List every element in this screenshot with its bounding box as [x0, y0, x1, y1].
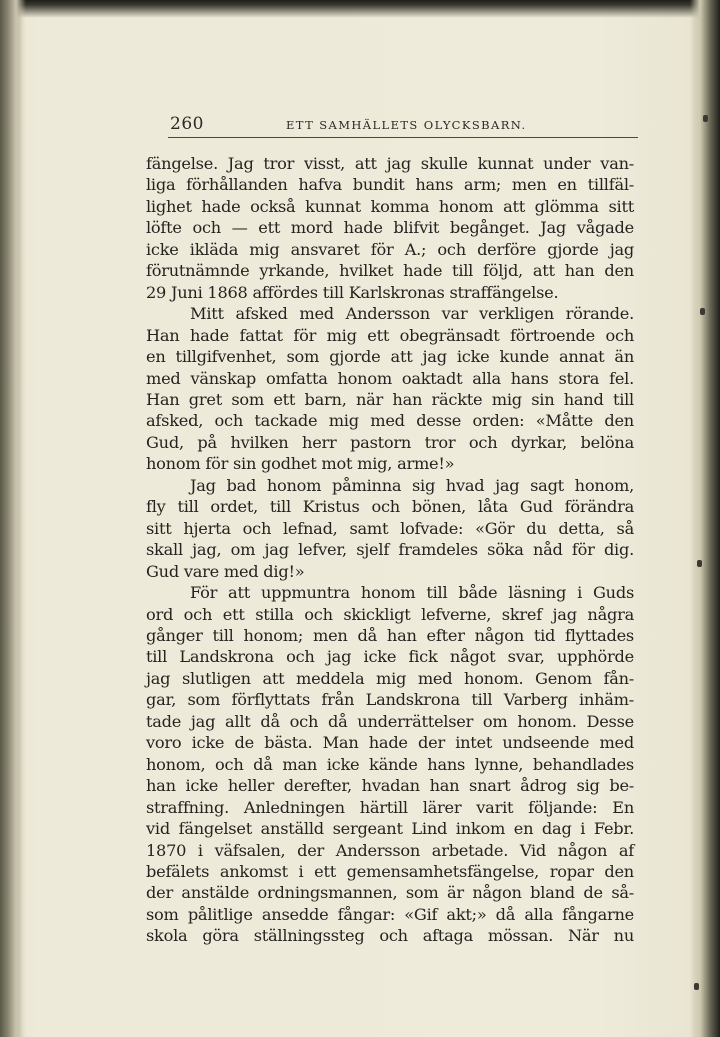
text-line: icke ikläda mig ansvaret för A.; och derföre gjorde jag — [146, 239, 634, 259]
text-line: liga förhållanden hafva bundit hans arm; men en tillfäl- — [146, 175, 634, 195]
page-right-edge — [690, 0, 720, 1037]
text-line: honom, och då man icke kände hans lynne, behandlades — [146, 754, 634, 774]
margin-speck — [700, 308, 705, 315]
book-spine-edge — [0, 0, 26, 1037]
text-line: fly till ordet, till Kristus och bönen, låta Gud förändra — [146, 497, 634, 517]
text-line: med vänskap omfatta honom oaktadt alla hans stora fel. — [146, 368, 634, 388]
text-line: han icke heller derefter, hvadan han snart ådrog sig be- — [146, 776, 634, 796]
text-line: skall jag, om jag lefver, sjelf framdeles söka nåd för dig. — [146, 540, 634, 560]
text-line: honom för sin godhet mot mig, arme!» — [146, 454, 455, 474]
text-line: vid fängelset anställd sergeant Lind inkom en dag i Febr. — [146, 819, 634, 839]
text-line: 1870 i väfsalen, der Andersson arbetade. Vid någon af — [146, 840, 634, 860]
margin-speck — [703, 115, 708, 122]
text-line: Gud vare med dig!» — [146, 561, 305, 581]
text-line: till Landskrona och jag icke fick något svar, upphörde — [146, 647, 634, 667]
margin-speck — [697, 560, 702, 567]
text-line: fängelse. Jag tror visst, att jag skulle kunnat under van- — [146, 154, 634, 173]
text-line: gar, som förflyttats från Landskrona till Varberg inhäm- — [146, 690, 634, 710]
text-line: voro icke de bästa. Man hade der intet undseende med — [146, 733, 634, 753]
text-line: Han hade fattat för mig ett obegränsadt förtroende och — [146, 325, 634, 345]
text-line: löfte och — ett mord hade blifvit begånget. Jag vågade — [146, 218, 634, 238]
text-line: som pålitlige ansedde fångar: «Gif akt;» då alla fångarne — [146, 904, 634, 924]
page-top-shadow — [0, 0, 720, 18]
text-line: Han gret som ett barn, när han räckte mig sin hand till — [146, 389, 634, 409]
text-line: tade jag allt då och då underrättelser om honom. Desse — [146, 711, 634, 731]
body-text — [146, 153, 634, 947]
text-line: afsked, och tackade mig med desse orden: «Måtte den — [146, 411, 634, 431]
text-line: straffning. Anledningen härtill lärer varit följande: En — [146, 797, 634, 817]
page-number: 260 — [170, 114, 204, 134]
text-line: en tillgifvenhet, som gjorde att jag icke kunde annat än — [146, 347, 634, 367]
text-line: förutnämnde yrkande, hvilket hade till följd, att han den — [146, 261, 634, 281]
running-title: ETT SAMHÄLLETS OLYCKSBARN. — [286, 118, 527, 132]
text-line: Mitt afsked med Andersson var verkligen rörande. — [190, 304, 634, 324]
running-header — [168, 112, 638, 138]
text-line: För att uppmuntra honom till både läsning i Guds — [190, 583, 634, 603]
text-line: 29 Juni 1868 affördes till Karlskronas straffängelse. — [146, 282, 559, 302]
header-rule — [168, 137, 638, 138]
text-line: skola göra ställningssteg och aftaga mössan. När nu — [146, 926, 634, 946]
text-line: jag slutligen att meddela mig med honom. Genom fån- — [146, 668, 634, 688]
text-line: ord och ett stilla och skickligt lefverne, skref jag några — [146, 604, 634, 624]
text-line: gånger till honom; men då han efter någon tid flyttades — [146, 625, 634, 645]
text-line: der anstälde ordningsmannen, som är någon bland de så- — [146, 883, 634, 903]
text-line: Jag bad honom påminna sig hvad jag sagt honom, — [190, 475, 634, 495]
text-line: sitt hjerta och lefnad, samt lofvade: «Gör du detta, så — [146, 518, 634, 538]
text-line: befälets ankomst i ett gemensamhetsfängelse, ropar den — [146, 861, 634, 881]
margin-speck — [694, 983, 699, 990]
text-line: Gud, på hvilken herr pastorn tror och dyrkar, belöna — [146, 432, 634, 452]
text-line: lighet hade också kunnat komma honom att glömma sitt — [146, 196, 634, 216]
